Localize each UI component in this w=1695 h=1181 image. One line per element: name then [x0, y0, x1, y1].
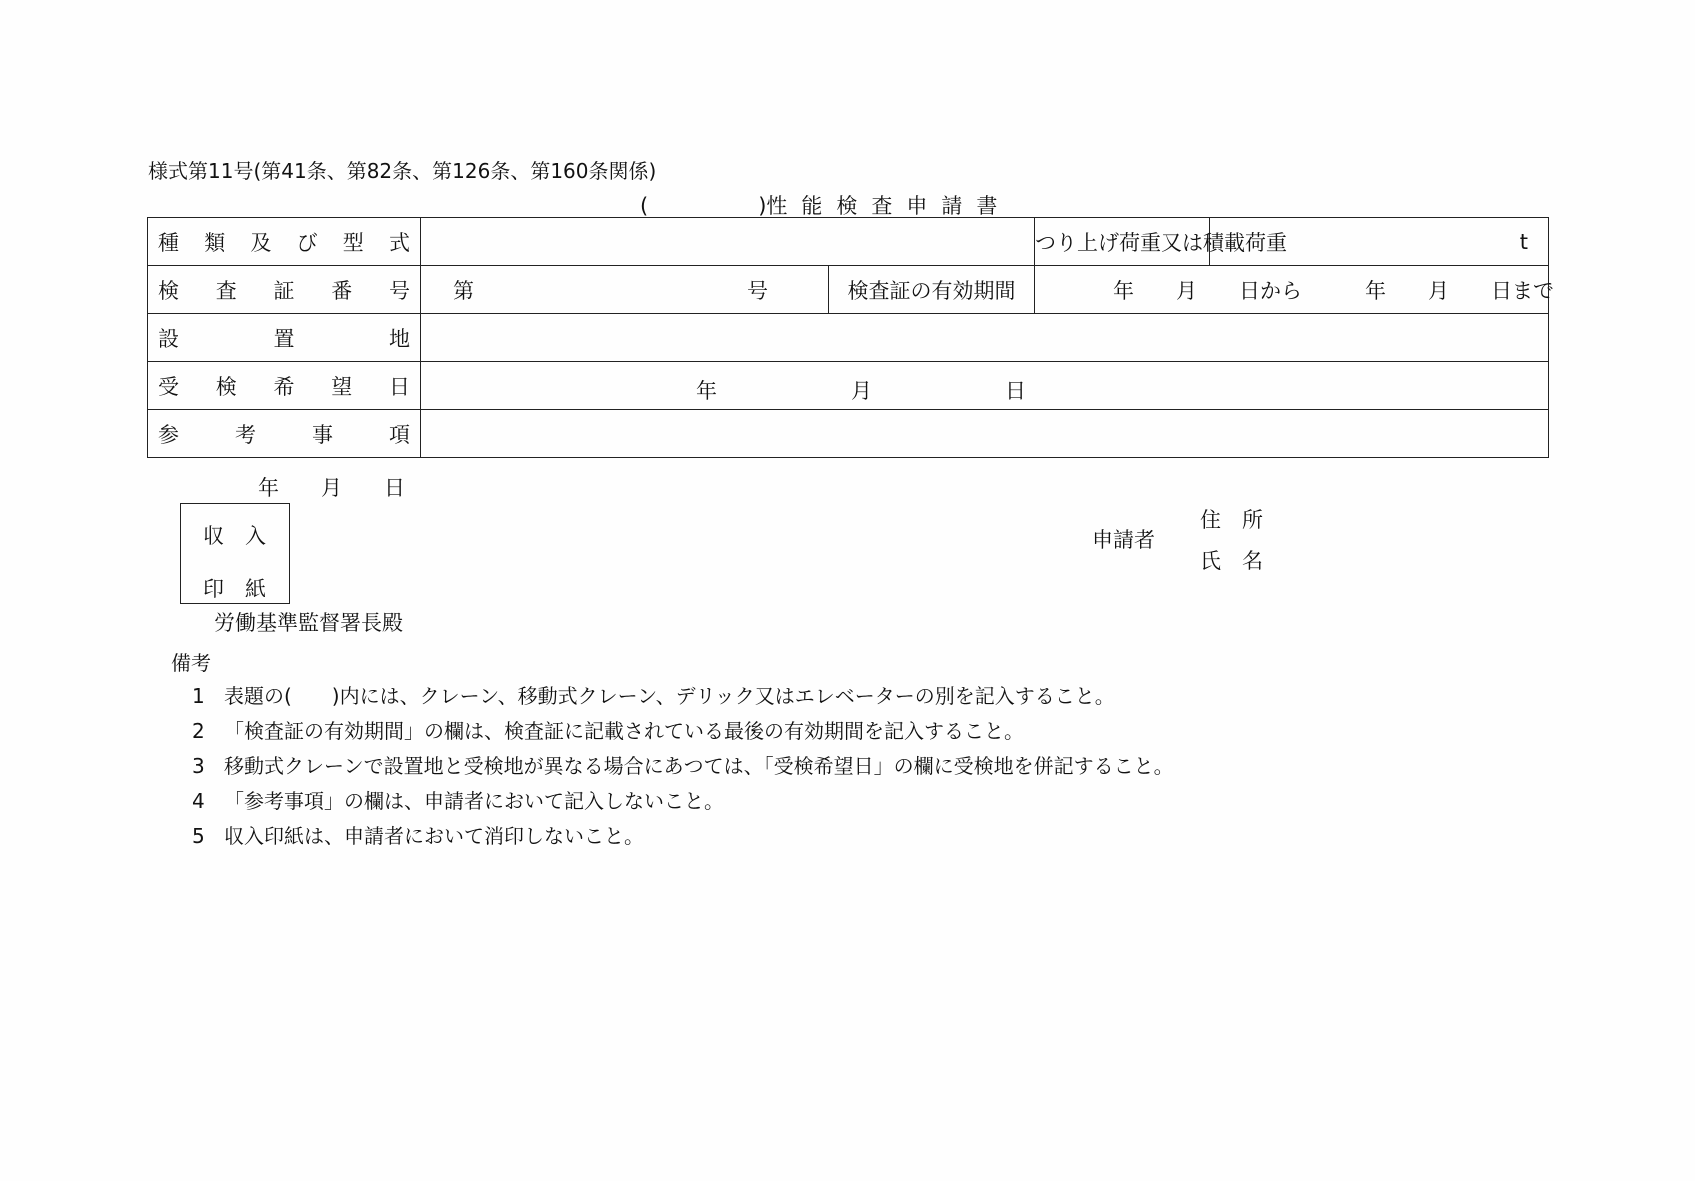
type-label — [158, 227, 410, 257]
label-char: 号 — [389, 278, 410, 303]
label-char: 項 — [389, 422, 410, 447]
certificate-no-suffix: 号 — [747, 278, 768, 303]
row-remarks — [148, 410, 1549, 458]
note-text: 「検査証の有効期間」の欄は、検査証に記載されている最後の有効期間を記入すること。 — [224, 719, 1024, 743]
certificate-label — [158, 275, 410, 305]
certificate-no-prefix: 第 — [453, 278, 474, 303]
label-char: 証 — [273, 278, 295, 303]
location-input-cell[interactable] — [421, 314, 1549, 362]
label-char: 考 — [235, 422, 256, 447]
stamp-line2: 印 紙 — [203, 577, 266, 601]
label-char: 参 — [158, 422, 179, 447]
row-location — [148, 314, 1549, 362]
label-char: 検 — [215, 374, 237, 399]
location-label-cell — [148, 314, 421, 362]
label-char: 受 — [158, 374, 179, 399]
label-char: 置 — [273, 326, 295, 351]
label-char: 日 — [389, 374, 410, 399]
stamp-line1: 収 入 — [203, 524, 266, 548]
form-title — [640, 190, 1011, 220]
date-day: 日 — [384, 476, 405, 500]
title-open-paren: ( — [640, 194, 649, 218]
note-item — [192, 680, 1115, 709]
applicant-name-label: 氏 名 — [1200, 549, 1263, 573]
note-item — [192, 715, 1024, 744]
validity-value: 年 月 日から 年 月 日まで — [1113, 278, 1555, 303]
label-char: 設 — [158, 326, 179, 351]
inspection-date-label-cell — [148, 362, 421, 410]
note-number: 2 — [192, 719, 205, 743]
note-text: 「参考事項」の欄は、申請者において記入しないこと。 — [224, 789, 724, 813]
note-text: 移動式クレーンで設置地と受検地が異なる場合にあつては、「受検希望日」の欄に受検地を併記すること。 — [224, 754, 1174, 778]
certificate-number-cell[interactable] — [421, 266, 829, 314]
note-text: 収入印紙は、申請者において消印しないこと。 — [224, 824, 644, 848]
notes-title: 備考 — [171, 651, 211, 675]
inspection-year: 年 — [696, 379, 717, 403]
note-number: 5 — [192, 824, 205, 848]
validity-label-cell — [829, 266, 1035, 314]
row-inspection-date — [148, 362, 1549, 410]
form-number-header: 様式第11号(第41条、第82条、第126条、第160条関係) — [148, 159, 657, 183]
date-month: 月 — [321, 476, 342, 500]
inspection-date-label — [158, 371, 410, 401]
label-char: び — [296, 230, 318, 255]
note-text: 表題の( )内には、クレーン、移動式クレーン、デリック又はエレベーターの別を記入すること。 — [224, 684, 1115, 708]
load-unit: t — [1519, 229, 1529, 254]
label-char: 地 — [389, 326, 410, 351]
type-label-cell — [148, 218, 421, 266]
validity-label: 検査証の有効期間 — [847, 278, 1016, 303]
applicant-address-label: 住 所 — [1200, 508, 1263, 532]
date-year: 年 — [258, 476, 279, 500]
label-char: 希 — [273, 374, 295, 399]
location-label — [158, 323, 410, 353]
label-char: 及 — [250, 230, 272, 255]
load-label-cell — [1035, 218, 1288, 266]
label-char: 型 — [342, 230, 364, 255]
certificate-label-cell — [148, 266, 421, 314]
note-item — [192, 785, 724, 814]
type-input-cell[interactable] — [421, 218, 1035, 266]
row-type — [148, 218, 1549, 266]
note-number: 4 — [192, 789, 205, 813]
label-char: 望 — [331, 374, 353, 399]
title-main: 性能検査申請書 — [766, 194, 1012, 218]
label-char: 検 — [158, 278, 179, 303]
note-item — [192, 750, 1174, 779]
remarks-label-cell — [148, 410, 421, 458]
label-char: 種 — [158, 230, 179, 255]
note-item — [192, 820, 644, 849]
label-char: 式 — [388, 230, 410, 255]
remarks-input-cell — [421, 410, 1549, 458]
remarks-label — [158, 419, 410, 449]
validity-input-cell[interactable] — [1035, 266, 1555, 314]
label-char: 類 — [204, 230, 226, 255]
application-date — [258, 478, 405, 499]
label-char: 事 — [312, 422, 333, 447]
row-certificate — [148, 266, 1549, 314]
office-addressee: 労働基準監督署長殿 — [214, 611, 403, 635]
inspection-month: 月 — [851, 379, 872, 403]
note-number: 3 — [192, 754, 205, 778]
revenue-stamp-box — [180, 503, 290, 604]
label-char: 番 — [331, 278, 353, 303]
application-table — [147, 217, 1555, 458]
title-close-paren: ) — [758, 194, 767, 218]
inspection-day: 日 — [1005, 379, 1026, 403]
load-label: つり上げ荷重又は積載荷重 — [1035, 230, 1288, 255]
note-number: 1 — [192, 684, 205, 708]
applicant-label: 申請者 — [1092, 528, 1155, 552]
label-char: 査 — [215, 278, 237, 303]
inspection-date-input-cell[interactable] — [421, 362, 1549, 410]
